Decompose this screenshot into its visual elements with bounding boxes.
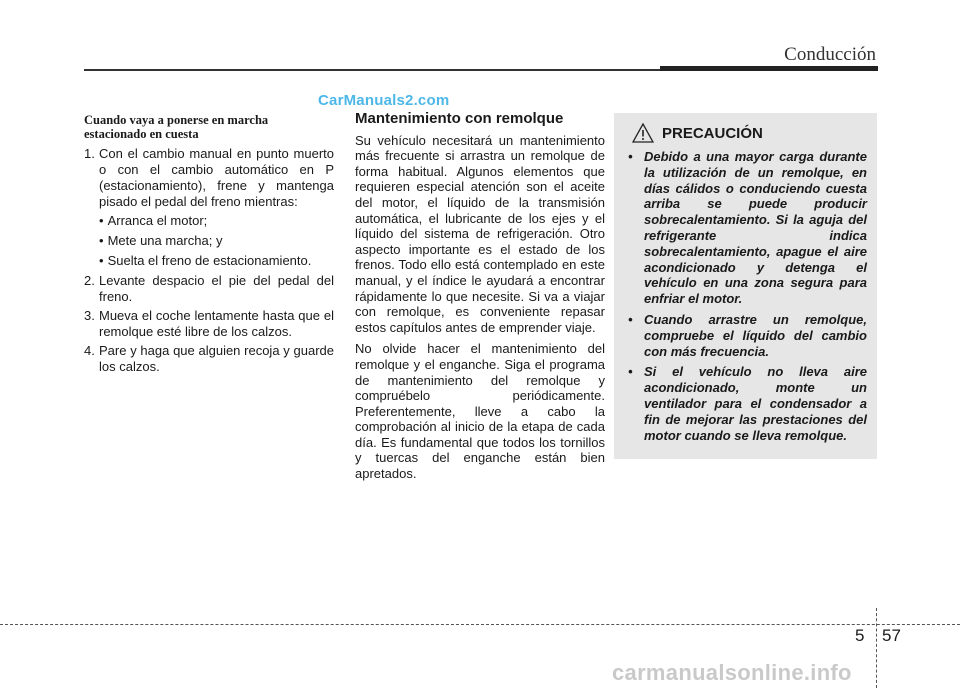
subheading-line: estacionado en cuesta (84, 127, 199, 141)
middle-column (355, 111, 605, 488)
header-rule (84, 69, 660, 71)
sub-bullet (99, 233, 334, 249)
watermark-top: CarManuals2.com (318, 92, 450, 109)
sub-bullet (99, 253, 334, 269)
bullet-glyph: • (628, 364, 633, 380)
bullet-glyph: • (99, 253, 104, 268)
caution-header (632, 123, 867, 143)
step-text: Con el cambio manual en punto muerto o con el cambio automático en P (estacionamiento), frene y mantenga pisado el pedal del freno mientras: (99, 146, 334, 209)
caution-item (628, 364, 867, 443)
paragraph: Su vehículo necesitará un mantenimiento más frecuente si arrastra un remolque de forma habitual. Algunos elementos que requieren especial atención son el aceite del motor, el líquido de la transmisión automática, el lubricante de los ejes y el líquido del sistema de refrigeración. Otro aspecto importante es el estado de los frenos. Todo ello está contemplado en este manual, y el índice le ayudará a encontrar rápidamente lo que necesite. Si va a viajar con remolque, es conveniente repasar estos capítulos antes de emprender viaje. (355, 132, 605, 335)
bullet-glyph: • (628, 311, 633, 327)
step-text: Levante despacio el pie del pedal del freno. (99, 273, 334, 304)
step-number: 4. (84, 343, 95, 358)
subheading (84, 113, 334, 141)
step-number: 1. (84, 146, 95, 161)
step-item (84, 273, 334, 305)
step-text: Pare y haga que alguien recoja y guarde los calzos. (99, 343, 334, 374)
warning-triangle-icon (632, 123, 654, 143)
left-column (84, 113, 334, 378)
step-number: 3. (84, 308, 95, 323)
bullet-glyph: • (99, 233, 104, 248)
sub-bullet-list (99, 213, 334, 269)
paragraph: No olvide hacer el mantenimiento del remolque y el enganche. Siga el programa de mantenimiento del remolque y compruébelo periódicamente. Preferentemente, lleve a cabo la comprobación al inicio de la etapa de cada día. Es fundamental que todos los tornillos y tuercas del enganche están bien apretados. (355, 341, 605, 482)
step-item (84, 308, 334, 340)
header-rule-accent (660, 66, 878, 71)
sub-bullet-text: Suelta el freno de estacionamiento. (107, 253, 312, 268)
step-number: 2. (84, 273, 95, 288)
caution-item (628, 312, 867, 359)
watermark-bottom: carmanualsonline.info (612, 660, 852, 685)
caution-item (628, 149, 867, 307)
caution-title: PRECAUCIÓN (662, 124, 763, 142)
bullet-glyph: • (628, 149, 633, 164)
step-text: Mueva el coche lentamente hasta que el remolque esté libre de los calzos. (99, 308, 334, 339)
caution-text: Debido a una mayor carga durante la utilización de un remolque, en días cálidos o conduciendo cuesta arriba se puede producir sobrecalentamiento. Si la aguja del refrigerante indica sobrecalentamiento, apague el aire acondicionado y detenga el vehículo en una zona segura para enfriar el motor. (644, 149, 867, 307)
caution-text: Cuando arrastre un remolque, compruebe el líquido del cambio con más frecuencia. (644, 311, 867, 359)
subheading-line: Cuando vaya a ponerse en marcha (84, 113, 269, 127)
section-title: Conducción (784, 44, 876, 65)
caution-box (614, 113, 877, 459)
bullet-glyph: • (99, 213, 104, 228)
chapter-number: 5 (855, 626, 865, 645)
section-heading: Mantenimiento con remolque (355, 110, 564, 127)
footer-rule (0, 624, 960, 625)
caution-text: Si el vehículo no lleva aire acondicionado, monte un ventilador para el condensador a fin de mejorar las prestaciones del motor cuando se lleva remolque. (644, 364, 867, 443)
sub-bullet-text: Arranca el motor; (107, 213, 208, 228)
page-number: 57 (882, 626, 901, 645)
footer-divider (876, 608, 877, 688)
sub-bullet (99, 213, 334, 229)
sub-bullet-text: Mete una marcha; y (107, 233, 223, 248)
step-item (84, 343, 334, 375)
step-item (84, 146, 334, 210)
